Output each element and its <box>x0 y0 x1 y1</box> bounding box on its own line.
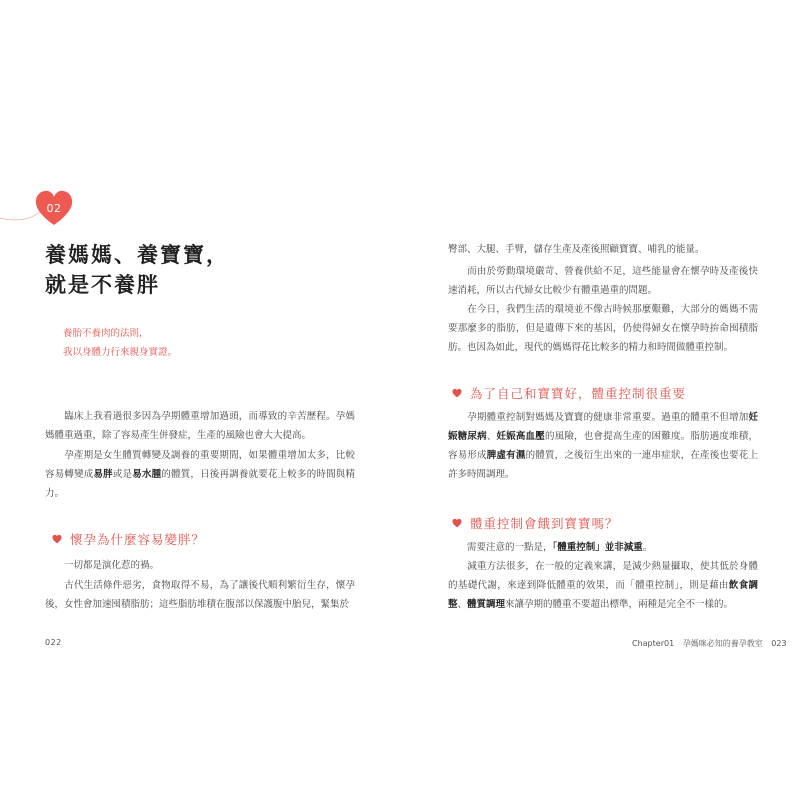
emphasis-text: 飲食調整 <box>448 580 758 610</box>
body-text: 孕產期是女生體質轉變及調養的重要期間，如果體重增加太多，比較容易轉變成 <box>45 450 355 480</box>
chapter-section-number: 02 <box>46 202 62 215</box>
body-text: 、 <box>486 431 497 442</box>
body-paragraph <box>448 538 758 557</box>
pull-quote-line-2: 我以身體力行來親身實證。 <box>63 347 178 358</box>
heart-badge-icon <box>34 188 74 228</box>
body-text: 、 <box>457 599 468 610</box>
body-paragraph <box>45 407 355 445</box>
emphasis-text: 妊娠高血壓 <box>496 431 545 442</box>
chapter-label: Chapter01 <box>632 639 675 648</box>
body-text: 臀部、大腿、手臂，儲存生產及產後照顧寶寶、哺乳的能量。 <box>448 244 705 255</box>
body-paragraph <box>448 240 758 259</box>
emphasis-text: 脾虛有濕 <box>486 450 526 461</box>
section-title-line-1: 養媽媽、養寶寶， <box>45 242 229 267</box>
body-text: 的風險，也會提高生產的困難度。脂肪過度堆積，容易形成 <box>448 431 758 461</box>
emphasis-text: 妊娠糖尿病 <box>448 412 758 442</box>
body-text: 孕期體重控制對媽媽及寶寶的健康非常重要。過重的體重不但增加 <box>467 412 749 423</box>
body-text: 一切都是演化惹的禍。 <box>64 560 160 571</box>
body-paragraph <box>45 576 355 614</box>
subsection-heading-text: 體重控制會餓到寶寶嗎？ <box>470 516 619 531</box>
subsection-heading-text: 懷孕為什麼容易變胖？ <box>70 532 206 547</box>
body-text: 而由於勞動環境嚴苛、營養供給不足，這些能量會在懷孕時及產後快速消耗，所以古代婦女比較少有體重過重的問題。 <box>448 266 758 296</box>
section-title <box>45 240 229 300</box>
emphasis-text: 易胖 <box>93 469 113 480</box>
body-paragraph <box>448 300 758 357</box>
body-text: 。 <box>642 542 653 553</box>
body-text: 的體質，日後再調養就要花上較多的時間與精力。 <box>45 469 355 499</box>
subsection-heading <box>452 514 619 532</box>
body-paragraph <box>45 446 355 503</box>
subsection-heading <box>52 530 205 548</box>
body-text: 或是 <box>112 469 133 480</box>
body-text: 來讓孕期的體重不要超出標準，兩種是完全不一樣的。 <box>505 599 734 610</box>
chapter-title: 孕媽咪必知的養孕教室 <box>682 639 763 648</box>
section-title-line-2: 就是不養胖 <box>45 272 160 297</box>
heart-bullet-icon <box>52 534 62 544</box>
page-number-left: 022 <box>45 638 62 647</box>
body-paragraph <box>448 262 758 300</box>
running-head <box>632 638 787 649</box>
body-paragraph <box>45 556 355 575</box>
body-text: 減重方法很多，在一般的定義來講，是減少熱量攝取，使其低於身體的基礎代謝，來達到降低體重的效果，而「體重控制」，則是藉由 <box>448 561 758 591</box>
emphasis-text: 易水腫 <box>132 469 162 480</box>
pull-quote <box>63 324 177 362</box>
emphasis-text: 「體重控制」並非減重 <box>552 542 643 553</box>
emphasis-text: 體質調理 <box>467 599 506 610</box>
subsection-heading <box>452 384 686 402</box>
body-text: 古代生活條件惡劣，食物取得不易，為了讓後代順利繁衍生存，懷孕後，女性會加速囤積脂肪；這些脂肪堆積在腹部以保護腹中胎兒，緊集於 <box>45 580 355 610</box>
body-text: 臨床上我看過很多因為孕期體重增加過頭，而導致的辛苦歷程。孕媽媽體重過重，除了容易產生併發症，生產的風險也會大大提高。 <box>45 411 355 441</box>
page-number-right: 023 <box>771 639 787 648</box>
body-text: 在今日，我們生活的環境並不像古時候那麼艱難，大部分的媽媽不需要那麼多的脂肪，但是遺傳下來的基因，仍使得婦女在懷孕時拚命囤積脂肪。也因為如此，現代的媽媽得花比較多的精力和時間做體重控制。 <box>448 304 758 353</box>
body-paragraph <box>448 557 758 614</box>
body-text: 需要注意的一點是， <box>467 542 553 553</box>
pull-quote-line-1: 養胎不養肉的法則， <box>63 328 149 339</box>
right-page <box>400 0 800 800</box>
body-paragraph <box>448 408 758 484</box>
heart-bullet-icon <box>452 518 462 528</box>
subsection-heading-text: 為了自己和寶寶好，體重控制很重要 <box>470 386 687 401</box>
body-text: 的體質，之後衍生出來的一連串症狀，在產後也要花上許多時間調理。 <box>448 450 758 480</box>
heart-bullet-icon <box>452 388 462 398</box>
